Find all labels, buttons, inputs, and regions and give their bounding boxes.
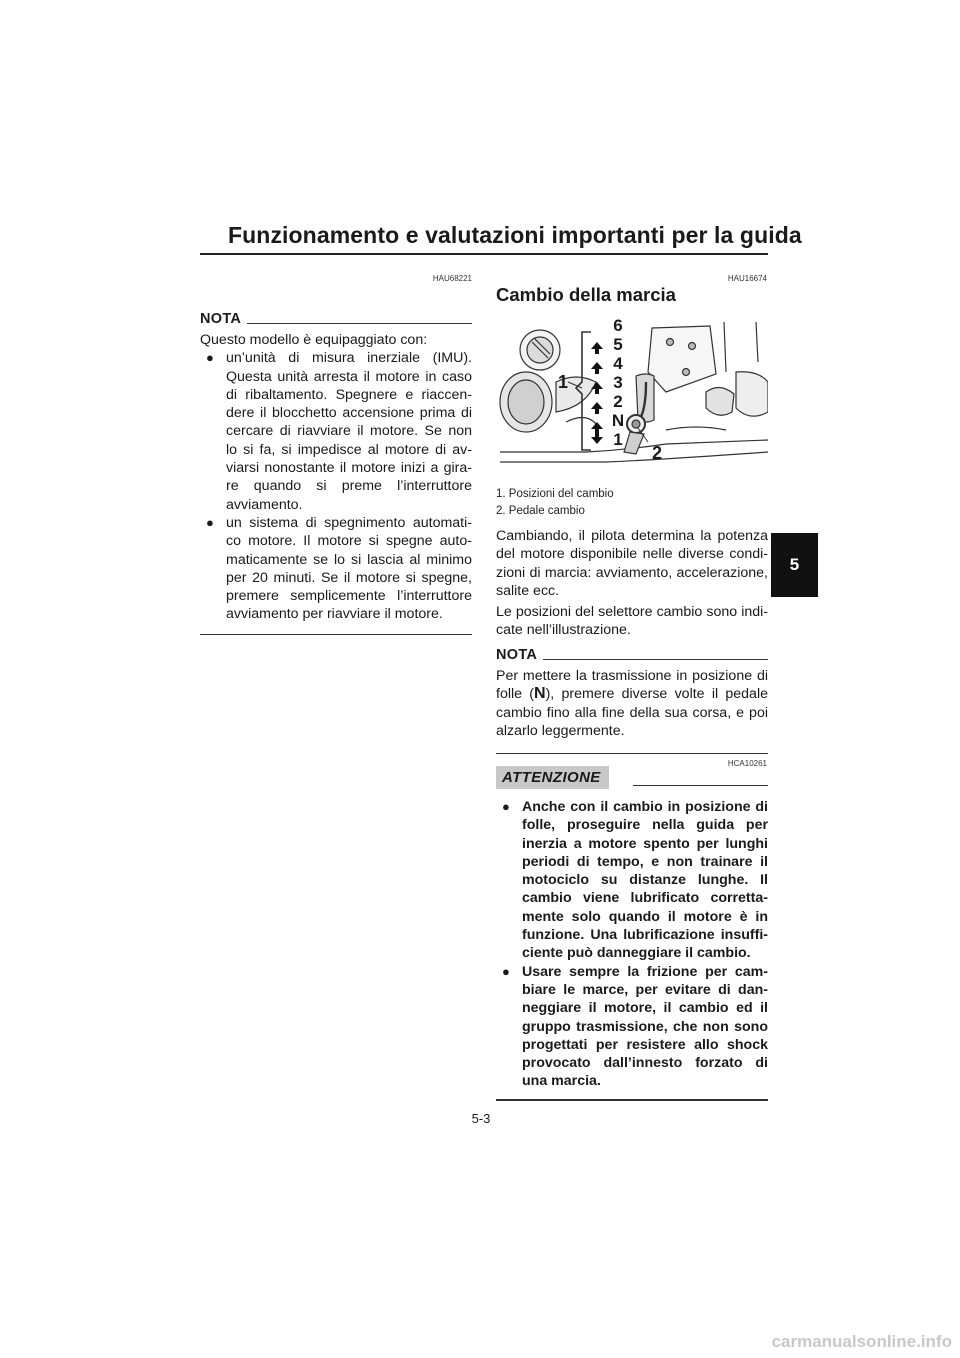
watermark: carmanualsonline.info [771,1332,952,1351]
note-header [200,311,472,327]
caption-item: 1. Posizioni del cambio [496,488,614,500]
figure-captions [496,486,614,520]
caption-item: 2. Pedale cambio [496,505,585,517]
bullet-icon: ● [206,514,214,530]
section-title: Cambio della marcia [496,284,676,305]
note-box-left [200,311,472,635]
caution-label: ATTENZIONE [496,766,609,789]
gear-label: 2 [613,392,623,411]
page-number: 5-3 [471,1111,491,1126]
caution-box [496,766,768,1101]
note-box-right [496,647,768,754]
gear-label: 3 [613,373,623,392]
gear-shift-illustration [496,312,768,474]
note-text: Per mettere la trasmissione in posizione di folle (N), premere diverse volte il pedale cambio fino alla fine della sua corsa, e poi alzarlo leggermente. [496,668,768,739]
list-item: ● un sistema di spegnimento automati-co motore. Il motore si spegne auto-maticamente se lo si lascia al minimo per 20 minuti. Se il motore si spegne, premere semplicemente l’interruttore avviamento per riavviare il motore. [206,514,472,623]
section-code: HAU16674 [727,274,767,283]
caution-rule [633,785,768,786]
note-label: NOTA [496,647,538,663]
bullet-icon: ● [502,963,510,979]
gear-label: 6 [613,316,623,335]
note-header [496,647,768,663]
caution-header [496,766,768,789]
neutral-symbol: N [534,685,546,703]
note-end-rule [496,753,768,754]
paragraph-1: Cambiando, il pilota determina la potenza del motore disponibile nelle diverse condi-zioni di marcia: avviamento, accelerazione, salite ecc. [496,528,768,599]
note-label: NOTA [200,311,242,327]
note-end-rule [200,634,472,635]
callout-1: 1 [558,372,569,392]
list-item: ● Usare sempre la frizione per cam-biare le marce, per evitare di dan-neggiare il motore, il cambio ed il gruppo trasmissione, che non sono progettati per resistere allo shock provocato dall’innesto forzato di una marcia. [502,963,768,1090]
gear-label: 1 [613,430,623,449]
paragraph-2: Le posizioni del selettore cambio sono indi-cate nell’illustrazione. [496,604,768,639]
page-title: Funzionamento e valutazioni importanti per la guida [228,222,802,248]
caution-end-rule [496,1099,768,1101]
gear-label: N [611,411,625,430]
caution-bullet-list [496,798,768,1091]
note-rule [247,323,472,324]
note-rule [543,659,768,660]
list-item: ● Anche con il cambio in posizione di folle, proseguire nella guida per inerzia a motore spento per lunghi periodi di tempo, e non trainare il motociclo su distanze lunghe. Il cambio viene lubrificato corretta-mente solo quando il motore è in funzione. Una lubrificazione insuffi-ciente può danneggiare il cambio. [502,799,768,962]
title-rule [200,253,768,255]
callout-2: 2 [652,443,663,463]
bullet-icon: ● [502,799,510,814]
gear-position-labels [608,316,628,449]
note-bullet-list [200,349,472,623]
caution-code: HCA10261 [727,759,767,768]
bullet-icon: ● [206,350,214,366]
gear-label: 4 [613,354,623,373]
gear-shift-figure [496,312,768,474]
list-item: ● un’unità di misura inerziale (IMU). Questa unità arresta il motore in caso di ribaltamento. Spegnere e riaccen-dere il blocchetto accensione prima di cercare di riavviare il motore. Se non lo si fa, si impedisce al motore di av-viarsi nonostante il motore inizi a gira-re quando si preme l’interruttore avviamento. [206,350,472,513]
section-code: HAU68221 [432,274,472,283]
chapter-tab[interactable]: 5 [771,533,818,597]
gear-label: 5 [613,335,623,354]
shift-cover [648,326,716,392]
note-intro: Questo modello è equipaggiato con: [200,332,428,348]
